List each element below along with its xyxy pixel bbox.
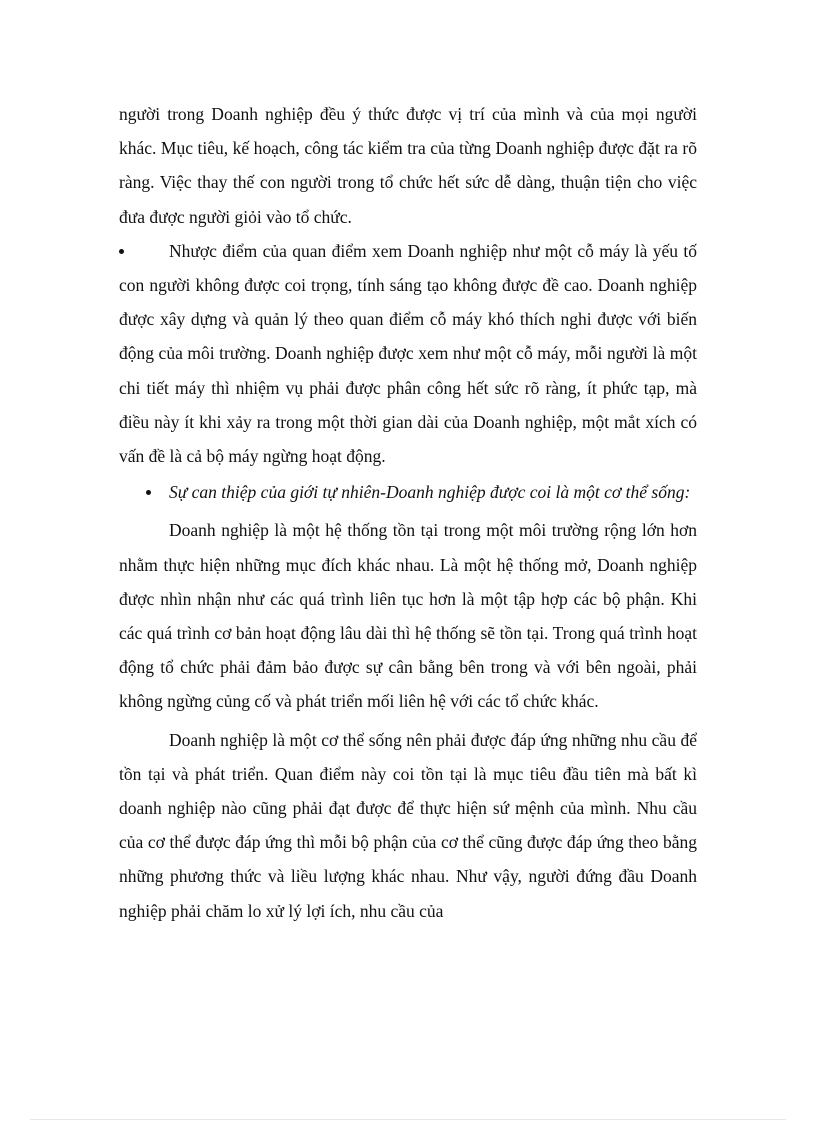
bullet-paragraph-disadvantages [119,234,697,473]
paragraph-living-organism-needs: Doanh nghiệp là một cơ thể sống nên phải được đáp ứng những nhu cầu để tồn tại và phát triển. Quan điểm này coi tồn tại là mục tiêu đầu tiên mà bất kì doanh nghiệp nào cũng phải đạt được để thực hiện sứ mệnh của mình. Nhu cầu của cơ thể được đáp ứng thì mỗi bộ phận của cơ thể cũng được đáp ứng theo bằng những phương thức và liều lượng khác nhau. Như vậy, người đứng đầu Doanh nghiệp phải chăm lo xử lý lợi ích, nhu cầu của [119,729,697,921]
bullet-icon [146,490,151,495]
bullet-icon [119,249,124,254]
page-bottom-edge [30,1119,786,1120]
bullet-heading-living-organism [119,475,697,509]
paragraph-continuation: người trong Doanh nghiệp đều ý thức được vị trí của mình và của mọi người khác. Mục tiêu, kế hoạch, công tác kiểm tra của từng Doanh nghiệp được đặt ra rõ ràng. Việc thay thế con người trong tổ chức hết sức dễ dàng, thuận tiện cho việc đưa được người giỏi vào tổ chức. [119,104,697,227]
document-body [119,97,697,928]
bullet-heading-text: Sự can thiệp của giới tự nhiên-Doanh nghiệp được coi là một cơ thể sống: [169,482,691,503]
paragraph-open-system: Doanh nghiệp là một hệ thống tồn tại trong một môi trường rộng lớn hơn nhằm thực hiện những mục đích khác nhau. Là một hệ thống mở, Doanh nghiệp được nhìn nhận như các quá trình liên tục hơn là một tập hợp các bộ phận. Khi các quá trình cơ bản hoạt động lâu dài thì hệ thống sẽ tồn tại. Trong quá trình hoạt động tổ chức phải đảm bảo được sự cân bằng bên trong và với bên ngoài, phải không ngừng củng cố và phát triển mối liên hệ với các tổ chức khác. [119,520,697,712]
bullet-paragraph-text: Nhược điểm của quan điểm xem Doanh nghiệp như một cỗ máy là yếu tố con người không được coi trọng, tính sáng tạo không được đề cao. Doanh nghiệp được xây dựng và quản lý theo quan điểm cỗ máy khó thích nghi được với biến động của môi trường. Doanh nghiệp được xem như một cỗ máy, mỗi người là một chi tiết máy thì nhiệm vụ phải được phân công hết sức rõ ràng, ít phức tạp, mà điều này ít khi xảy ra trong một thời gian dài của Doanh nghiệp, một mắt xích có vấn đề là cả bộ máy ngừng hoạt động. [119,240,697,467]
